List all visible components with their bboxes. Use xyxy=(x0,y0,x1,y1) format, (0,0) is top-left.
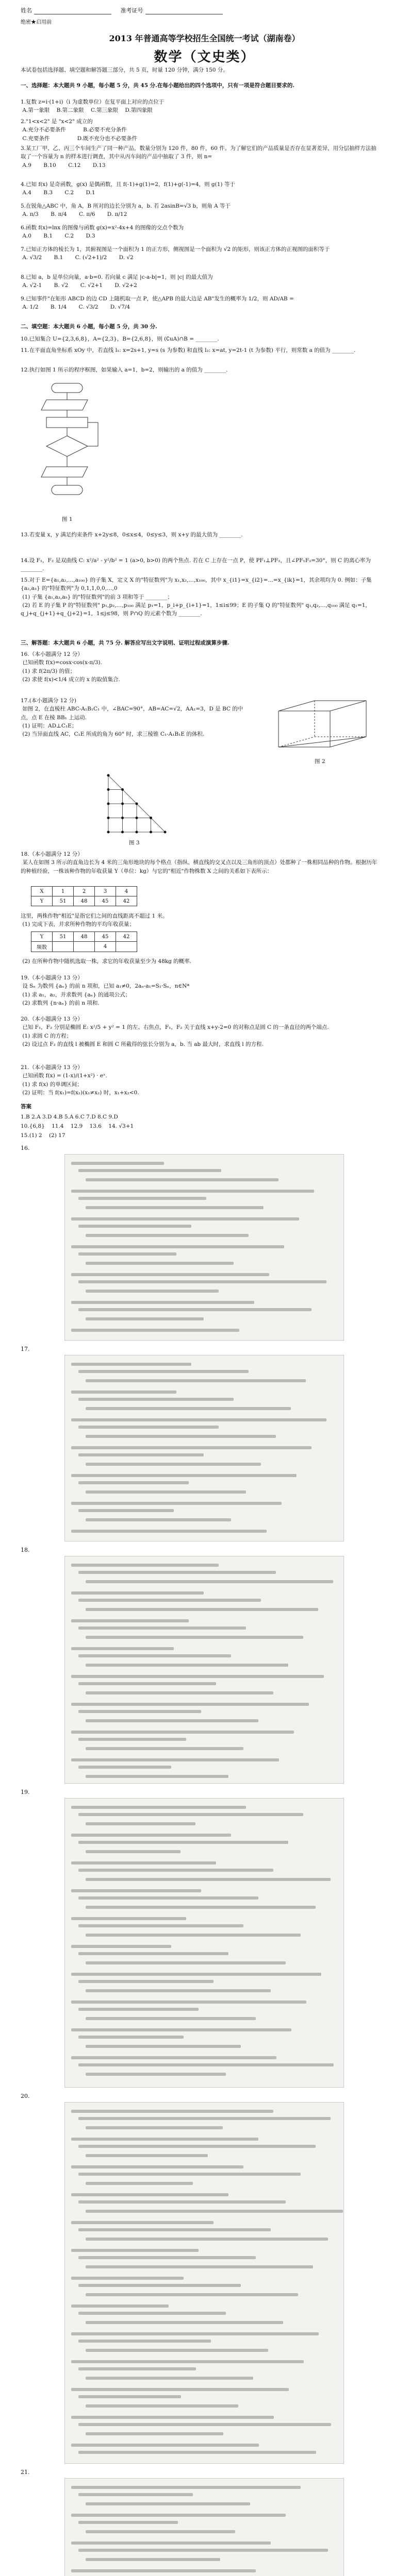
scan-text-line xyxy=(86,2265,313,2268)
question-21: 21.（本小题满分 13 分） 已知函数 f(x) = (1-x)/(1+x²) · eˣ. (1) 求 f(x) 的单调区间； (2) 证明：当 f(x₁)=f(x₂)(x₁≠x₂) 时，x₁+x₂<0. xyxy=(21,1064,139,1096)
section-answer-heading: 三、解答题：本大题共 6 小题，共 75 分. 解答应写出文字说明、证明过程或演算步骤. xyxy=(21,640,230,646)
scan-text-line xyxy=(86,1463,261,1466)
scan-text-line xyxy=(86,1719,258,1722)
flowchart-figure xyxy=(31,381,103,515)
scan-text-line xyxy=(86,2530,235,2533)
scan-solution-20 xyxy=(64,2102,344,2464)
question-5: 5.在锐角△ABC 中，角 A，B 所对的边长分别为 a，b. 若 2asinB=√3 b，则角 A 等于 A. π/3 B. π/4 C. π/6 D. π/12 xyxy=(21,203,231,218)
scan-text-line xyxy=(78,1252,176,1256)
scan-text-line xyxy=(78,1599,261,1602)
scan-text-line xyxy=(71,1245,284,1248)
scan-text-line xyxy=(86,1317,204,1320)
scan-text-line xyxy=(78,2228,271,2231)
scan-text-line xyxy=(78,2173,301,2176)
question-18-part2: (2) 在所种作物中随机选取一株，求它的年收获量至少为 48kg 的概率. xyxy=(21,958,192,964)
scan-text-line xyxy=(71,1564,219,1567)
question-3: 3.某工厂甲、乙、丙三个车间生产了同一种产品，数量分别为 120 件，80 件，60 件。为了解它们的产品质量是否存在显著差异，用分层抽样方法抽取了一个容量为 n 的样本进行调查，其中从丙车间的产品中抽取了 3 件，则 n= A.9 B.10 C.12 D.13 xyxy=(21,145,377,168)
scan-text-line xyxy=(86,2558,220,2561)
scan-text-line xyxy=(71,1945,171,1948)
scan-text-line xyxy=(71,2193,228,2196)
question-13: 13.若变量 x，y 满足约束条件 x+2y≤8，0≤x≤4，0≤y≤3，则 x+y 的最大值为 ________. xyxy=(21,532,243,538)
scan-text-line xyxy=(78,1481,189,1484)
answers-line-1: 1.B 2.A 3.D 4.B 5.A 6.C 7.D 8.C 9.D xyxy=(21,1114,118,1120)
scan-text-line xyxy=(71,1530,267,1533)
scan-text-line xyxy=(71,1474,297,1477)
question-9: 9.已知事件"在矩形 ABCD 的边 CD 上随机取一点 P，使△APB 的最大边是 AB"发生的概率为 1/2，则 AD/AB = A. 1/2 B. 1/4 C. √3/2 D. √7/4 xyxy=(21,296,294,311)
scan-text-line xyxy=(78,1924,243,1927)
table-cell: 频数 xyxy=(31,942,53,952)
scan-text-line xyxy=(86,2377,253,2380)
scan-text-line xyxy=(86,2210,343,2213)
scan-text-line xyxy=(86,1850,181,1853)
scan-text-line xyxy=(71,1806,246,1809)
scan-text-line xyxy=(78,1896,258,1900)
scan-text-line xyxy=(71,1363,191,1366)
scan-text-line xyxy=(71,1391,176,1394)
scan-text-line xyxy=(71,1703,309,1706)
scan-text-line xyxy=(71,1889,201,1892)
scan-text-line xyxy=(71,2569,256,2572)
scan-text-line xyxy=(71,2110,273,2113)
scan-text-line xyxy=(71,2304,169,2308)
scan-text-line xyxy=(71,1647,174,1650)
scan-text-line xyxy=(86,2238,328,2241)
scan-text-line xyxy=(86,1290,219,1293)
question-2: 2."1<x<2" 是 "x<2" 成立的 A.充分不必要条件 B.必要不充分条件 C.充要条件 D.既不充分也不必要条件 xyxy=(21,118,138,142)
scan-text-line xyxy=(71,2514,286,2517)
scan-text-line xyxy=(78,2008,199,2011)
scan-text-line xyxy=(86,1775,228,1778)
scan-text-line xyxy=(71,2332,319,2335)
scan-text-line xyxy=(78,2340,211,2343)
scan-text-line xyxy=(71,1619,189,1622)
scan-text-line xyxy=(78,1426,219,1429)
table-cell: 4 xyxy=(116,887,137,896)
section-fill-heading: 二、填空题：本大题共 6 小题，每小题 5 分，共 30 分. xyxy=(21,324,157,330)
scan-text-line xyxy=(86,2154,208,2157)
scan-text-line xyxy=(71,1217,299,1221)
scan-text-line xyxy=(78,2423,331,2426)
scan-text-line xyxy=(86,1379,306,1382)
name-field[interactable] xyxy=(34,9,111,14)
scan-text-line xyxy=(71,1502,282,1505)
scan-text-line xyxy=(86,2126,223,2129)
secret-note: 绝密★启用前 xyxy=(21,20,52,25)
scan-text-line xyxy=(78,1509,174,1512)
scan-text-line xyxy=(86,1178,279,1181)
question-6: 6.函数 f(x)=lnx 的图像与函数 g(x)=x²-4x+4 的图像的交点个数为 A.0 B.1 C.2 D.3 xyxy=(21,225,184,240)
scan-text-line xyxy=(78,2256,256,2259)
question-18-part: 这里，两株作物"相近"是指它们之间的直线距离不超过 1 米。 (1) 完成下表，并求所种作物的平均年收获量； xyxy=(21,913,168,928)
scan-solution-18 xyxy=(64,1556,344,1784)
question-19: 19.（本小题满分 13 分） 设 Sₙ 为数列 {aₙ} 的前 n 项和，已知 a₁≠0，2aₙ-a₁=S₁·Sₙ，n∈N* (1) 求 a₁，a₂，并求数列 {aₙ} 的通项公式； (2) 求数列 {n·aₙ} 的前 n 项和. xyxy=(21,975,190,1006)
section-choice-heading: 一、选择题：本大题共 9 小题，每小题 5 分，共 45 分.在每小题给出的四个选项中，只有一项是符合题目要求的. xyxy=(21,82,295,89)
scan-text-line xyxy=(78,1197,206,1200)
scan-solution-17 xyxy=(64,1355,344,1541)
scan-text-line xyxy=(71,1162,164,1165)
scan-text-line xyxy=(86,1878,331,1881)
figure-1-label: 图 1 xyxy=(62,516,73,522)
frequency-table xyxy=(31,931,137,952)
scan-text-line xyxy=(86,1262,234,1265)
scan-text-line xyxy=(78,1841,288,1844)
figure-2-label: 图 2 xyxy=(315,758,325,765)
scan-text-line xyxy=(71,1446,312,1449)
scan-text-line xyxy=(78,2200,286,2204)
table-cell: 4 xyxy=(95,942,116,952)
candidate-header xyxy=(21,6,230,14)
scan-text-line xyxy=(86,1407,291,1410)
scan-solution-19 xyxy=(64,1798,344,2088)
scan-text-line xyxy=(86,2404,238,2408)
table-cell: 51 xyxy=(53,896,74,906)
scan-solution-16 xyxy=(64,1154,344,1341)
scan-text-line xyxy=(86,1934,301,1937)
scan-text-line xyxy=(78,1453,204,1456)
answer-label-18: 18. xyxy=(21,1547,30,1553)
scan-text-line xyxy=(78,2521,178,2524)
scan-text-line xyxy=(86,1608,318,1611)
scan-text-line xyxy=(71,1591,204,1595)
scan-text-line xyxy=(78,1710,201,1713)
answer-label-21: 21. xyxy=(21,2469,30,2476)
scan-text-line xyxy=(86,1518,231,1521)
scan-text-line xyxy=(78,1169,221,1172)
scan-text-line xyxy=(78,1952,228,1955)
table-cell xyxy=(74,942,95,952)
scan-text-line xyxy=(71,1329,239,1332)
question-11: 11.在平面直角坐标系 xOy 中，若直线 l₁: x=2s+1, y=s (s 为参数) 和直线 l₂: x=at, y=2t-1 (t 为参数) 平行，则常数 a 的值为 ________. xyxy=(21,347,356,353)
scan-text-line xyxy=(78,1370,249,1373)
scan-text-line xyxy=(86,2349,268,2352)
scan-text-line xyxy=(71,2541,271,2545)
question-20: 20.（本小题满分 13 分） 已知 F₁，F₂ 分别是椭圆 E: x²/5 + y² = 1 的左、右焦点，F₁，F₂ 关于直线 x+y-2=0 的对称点是圆 C 的一条直径的两个端点. (1) 求圆 C 的方程； (2) 设过点 F₂ 的直线 l 被椭圆 E 和圆 C 所截得的弦长分别为 a，b. 当 ab 最大时，求直线 l 的方程. xyxy=(21,1016,329,1047)
scan-text-line xyxy=(71,1418,326,1421)
scan-text-line xyxy=(86,1822,195,1825)
scan-text-line xyxy=(71,2444,259,2447)
scan-text-line xyxy=(78,2451,316,2454)
table-cell: 3 xyxy=(95,887,116,896)
scan-text-line xyxy=(86,1961,286,1964)
scan-text-line xyxy=(78,1398,234,1401)
scan-text-line xyxy=(71,2388,289,2391)
scan-text-line xyxy=(86,2017,256,2020)
scan-text-line xyxy=(71,2249,199,2252)
figure-3-label: 图 3 xyxy=(129,840,140,846)
scan-text-line xyxy=(71,2360,304,2363)
scan-text-line xyxy=(71,2277,184,2280)
scan-text-line xyxy=(86,2073,226,2076)
scan-text-line xyxy=(78,1308,312,1311)
scan-text-line xyxy=(71,1973,321,1976)
question-16: 16.（本小题满分 12 分） 已知函数 f(x)=cosx·cos(x-π/3). (1) 求 f(2π/3) 的值； (2) 求使 f(x)<1/4 成立的 x 的取值集合. xyxy=(21,651,120,683)
scan-text-line xyxy=(78,1766,171,1769)
scan-text-line xyxy=(78,2145,316,2148)
scan-text-line xyxy=(71,2221,214,2224)
scan-text-line xyxy=(86,2502,250,2505)
answers-line-2: 10.{6,8} 11.4 12.9 13.6 14. √3+1 xyxy=(21,1123,134,1129)
answer-label-19: 19. xyxy=(21,1789,30,1795)
triangle-grid-figure xyxy=(103,770,170,837)
answer-label-20: 20. xyxy=(21,2093,30,2099)
scan-text-line xyxy=(78,2036,184,2039)
prism-figure xyxy=(268,696,382,757)
scan-text-line xyxy=(71,1273,269,1276)
answers-title: 答案 xyxy=(21,1104,31,1110)
table-cell: 45 xyxy=(95,896,116,906)
scan-text-line xyxy=(78,2063,334,2066)
scan-text-line xyxy=(86,1636,303,1639)
scan-text-line xyxy=(78,2395,181,2398)
id-label: 准考证号 xyxy=(120,7,143,14)
scan-text-line xyxy=(78,2117,331,2120)
question-18: 18.（本小题满分 12 分） 某人在如图 3 所示的直角边长为 4 米的三角形地块的每个格点（指纵、横直线的交叉点以及三角形的顶点）处都种了一株相同品种的作物。根据历年的种植经验，一株该种作物的年收获量 Y（单位：kg）与它的"相近"作物株数 X 之间的关系如下表所示： xyxy=(21,851,378,874)
scan-text-line xyxy=(86,2182,193,2185)
scan-text-line xyxy=(78,2284,241,2287)
scan-text-line xyxy=(78,1626,246,1630)
table-cell xyxy=(53,942,74,952)
scan-text-line xyxy=(86,1580,333,1583)
question-7: 7.已知正方体的棱长为 1，其俯视图是一个面积为 1 的正方形，侧视图是一个面积为 √2 的矩形，则该正方体的正视图的面积等于 A. √3/2 B.1 C. (√2+1)/2 D. √2 xyxy=(21,246,330,261)
name-label: 姓名 xyxy=(21,7,32,14)
scan-text-line xyxy=(71,1917,186,1920)
scan-text-line xyxy=(86,2293,298,2296)
answers-line-3: 15.(1) 2 (2) 17 xyxy=(21,1132,66,1139)
scan-text-line xyxy=(86,1206,264,1209)
question-12: 12.执行如图 1 所示的程序框图，如果输入 a=1，b=2，则输出的 a 的值为 ________. xyxy=(21,367,228,373)
scan-text-line xyxy=(78,1654,231,1657)
scan-text-line xyxy=(71,2001,306,2004)
scan-text-line xyxy=(78,1682,216,1685)
scan-text-line xyxy=(86,1989,271,1992)
scan-text-line xyxy=(86,1906,316,1909)
scan-text-line xyxy=(78,1738,186,1741)
scan-text-line xyxy=(71,1190,314,1193)
table-cell: 42 xyxy=(116,896,137,906)
scan-text-line xyxy=(71,1861,216,1865)
scan-text-line xyxy=(71,1731,294,1734)
table-cell: X xyxy=(31,887,53,896)
scan-text-line xyxy=(71,2028,291,2031)
scan-text-line xyxy=(86,1747,243,1750)
scan-text-line xyxy=(71,1834,231,1837)
table-cell xyxy=(116,942,137,952)
subject-title: 数学（文史类） xyxy=(154,49,255,65)
question-17: 17.(本小题满分 12 分) 如图 2，在直棱柱 ABC-A₁B₁C₁ 中，∠BAC=90°，AB=AC=√2，AA₁=3，D 是 BC 的中点，点 E 在棱 BB₁ 上运动. (1) 证明：AD⊥C₁E； (2) 当异面直线 AC，C₁E 所成的角为 60° 时，求三棱锥 C₁-A₁B₁E 的体积. xyxy=(21,698,243,738)
scan-text-line xyxy=(71,1675,324,1678)
scan-text-line xyxy=(86,1664,288,1667)
table-cell: 45 xyxy=(95,932,116,942)
scan-text-line xyxy=(78,1280,326,1283)
question-8: 8.已知 a，b 是单位向量，a·b=0. 若向量 c 满足 |c-a-b|=1，则 |c| 的最大值为 A. √2-1 B. √2 C. √2+1 D. √2+2 xyxy=(21,274,213,289)
scan-text-line xyxy=(78,1225,191,1228)
exam-title: 2013 年普通高等学校招生全国统一考试（湖南卷） xyxy=(109,33,300,43)
scan-text-line xyxy=(78,2549,328,2552)
question-14: 14.设 F₁，F₂ 是双曲线 C: x²/a² - y²/b² = 1 (a>0, b>0) 的两个焦点. 若在 C 上存在一点 P，使 PF₁⊥PF₂，且∠PF₁F₂=30°，则 C 的离心率为 ________. xyxy=(21,557,373,572)
scan-text-line xyxy=(86,1435,276,1438)
table-cell: 51 xyxy=(53,932,74,942)
id-field[interactable] xyxy=(145,9,223,14)
question-15: 15.对于 E={a₁,a₂,…,a₁₀₀} 的子集 X，定义 X 的"特征数列"为 x₁,x₂,…,x₁₀₀，其中 x_{i1}=x_{i2}=…=x_{ik}=1，其余项均为 0. 例如：子集 {a₂,a₃} 的"特征数列"为 0,1,1,0,0,…,0 (1) 子集 {a₁,a₃,a₅} 的"特征数列"的前 3 项和等于 ________； (2) 若 E 的子集 P 的"特征数列" p₁,p₂,…,p₁₀₀ 满足 p₁=1，p_i+p_{i+1}=1，1≤i≤99；E 的子集 Q 的"特征数列" q₁,q₂,…,q₁₀₀ 满足 q₁=1，q_j+q_{j+1}+q_{j+2}=1，1≤j≤98，则 P∩Q 的元素个数为 ________. xyxy=(21,577,372,617)
scan-text-line xyxy=(78,1980,214,1983)
scan-text-line xyxy=(86,1691,273,1694)
scan-text-line xyxy=(71,2416,274,2419)
scan-text-line xyxy=(78,1571,276,1574)
scan-text-line xyxy=(71,2486,301,2489)
question-10: 10.已知集合 U={2,3,6,8}，A={2,3}，B={2,6,8}，则 (∁uA)∩B = ________. xyxy=(21,336,219,342)
table-cell: Y xyxy=(31,932,53,942)
answer-label-17: 17. xyxy=(21,1346,30,1352)
answer-label-16: 16. xyxy=(21,1145,30,1151)
scan-text-line xyxy=(86,2045,241,2048)
table-cell: 42 xyxy=(116,932,137,942)
scan-text-line xyxy=(71,1301,254,1304)
scan-text-line xyxy=(78,2312,226,2315)
scan-text-line xyxy=(71,2165,243,2168)
scan-text-line xyxy=(78,1869,273,1872)
scan-text-line xyxy=(78,2493,193,2496)
table-cell: 2 xyxy=(74,887,95,896)
yield-table xyxy=(31,886,137,906)
scan-text-line xyxy=(78,1813,303,1816)
scan-solution-21 xyxy=(64,2478,344,2576)
table-cell: 1 xyxy=(53,887,74,896)
intro-text: 本试卷包括选择题、填空题和解答题三部分，共 5 页，时量 120 分钟，满分 150 分。 xyxy=(21,67,228,73)
question-4: 4.已知 f(x) 是奇函数，g(x) 是偶函数，且 f(-1)+g(1)=2，f(1)+g(-1)=4，则 g(1) 等于 A.4 B.3 C.2 D.1 xyxy=(21,181,235,196)
scan-text-line xyxy=(71,1758,279,1761)
scan-text-line xyxy=(78,2367,196,2370)
question-1: 1.复数 z=i·(1+i)（i 为虚数单位）在复平面上对应的点位于 A.第一象限 B.第二象限 C.第三象限 D.第四象限 xyxy=(21,99,165,114)
scan-text-line xyxy=(86,1234,249,1237)
scan-text-line xyxy=(86,2432,223,2435)
scan-text-line xyxy=(86,1490,246,1494)
table-cell: 48 xyxy=(74,932,95,942)
scan-text-line xyxy=(71,2138,258,2141)
table-cell: Y xyxy=(31,896,53,906)
scan-text-line xyxy=(71,2056,276,2059)
table-cell: 48 xyxy=(74,896,95,906)
scan-text-line xyxy=(86,2321,283,2324)
